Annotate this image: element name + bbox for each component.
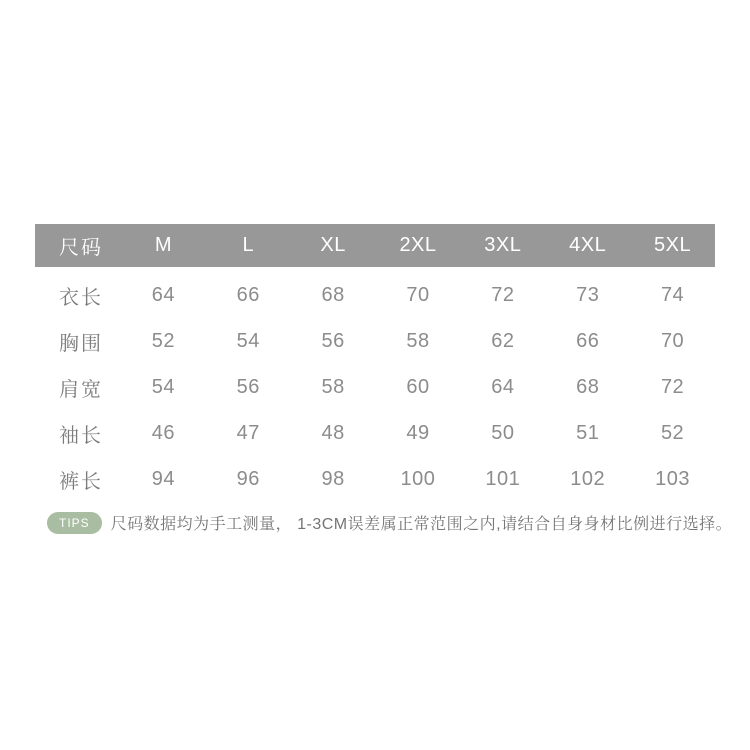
value-cell: 66 — [576, 329, 600, 352]
value-cell: 64 — [491, 375, 515, 398]
value-cell: 52 — [660, 421, 685, 444]
header-cell-size: L — [242, 234, 255, 256]
value-cell: 51 — [576, 421, 600, 444]
value-cell: 46 — [151, 421, 176, 444]
header-cell-size: 3XL — [484, 234, 522, 256]
value-cell: 47 — [236, 421, 260, 444]
value-cell: 54 — [236, 329, 260, 352]
table-row — [35, 364, 715, 410]
value-cell: 52 — [151, 329, 176, 352]
value-cell: 64 — [151, 283, 176, 306]
table-row — [35, 318, 715, 364]
row-label: 胸围 — [59, 332, 103, 355]
header-cell-size: 4XL — [569, 234, 607, 256]
table-row — [35, 456, 715, 502]
value-cell: 72 — [660, 375, 685, 398]
value-cell: 68 — [321, 283, 345, 306]
row-label: 肩宽 — [59, 378, 103, 401]
size-chart-body — [35, 272, 715, 502]
value-cell: 103 — [655, 467, 690, 490]
value-cell: 48 — [321, 421, 345, 444]
table-row — [35, 272, 715, 318]
row-label: 裤长 — [59, 470, 103, 493]
table-row — [35, 410, 715, 456]
value-cell: 58 — [321, 375, 345, 398]
header-cell-label: 尺码 — [59, 237, 103, 259]
tips-badge: TIPS — [47, 512, 102, 534]
value-cell: 49 — [406, 421, 430, 444]
header-cell-size: M — [154, 234, 172, 256]
value-cell: 56 — [236, 375, 260, 398]
row-label: 衣长 — [59, 286, 103, 309]
value-cell: 101 — [485, 467, 521, 490]
row-label: 袖长 — [59, 424, 103, 447]
value-cell: 72 — [491, 283, 515, 306]
value-cell: 66 — [236, 283, 260, 306]
value-cell: 100 — [400, 467, 436, 490]
value-cell: 70 — [660, 329, 685, 352]
size-chart-table — [35, 224, 715, 502]
value-cell: 74 — [660, 283, 685, 306]
value-cell: 73 — [576, 283, 600, 306]
tips-text: 尺码数据均为手工测量， 1-3CM误差属正常范围之内,请结合自身身材比例进行选择。 — [110, 516, 733, 533]
value-cell: 102 — [570, 467, 606, 490]
header-cell-size: 5XL — [654, 234, 692, 256]
size-chart-header-row — [35, 224, 715, 267]
value-cell: 62 — [491, 329, 515, 352]
value-cell: 94 — [151, 467, 176, 490]
header-cell-size: 2XL — [399, 234, 437, 256]
value-cell: 68 — [576, 375, 600, 398]
value-cell: 58 — [406, 329, 430, 352]
value-cell: 70 — [406, 283, 430, 306]
header-cell-size: XL — [320, 234, 346, 256]
value-cell: 50 — [491, 421, 515, 444]
value-cell: 98 — [321, 467, 345, 490]
tips-line — [47, 511, 732, 534]
value-cell: 60 — [406, 375, 430, 398]
value-cell: 54 — [151, 375, 176, 398]
value-cell: 56 — [321, 329, 345, 352]
value-cell: 96 — [236, 467, 260, 490]
